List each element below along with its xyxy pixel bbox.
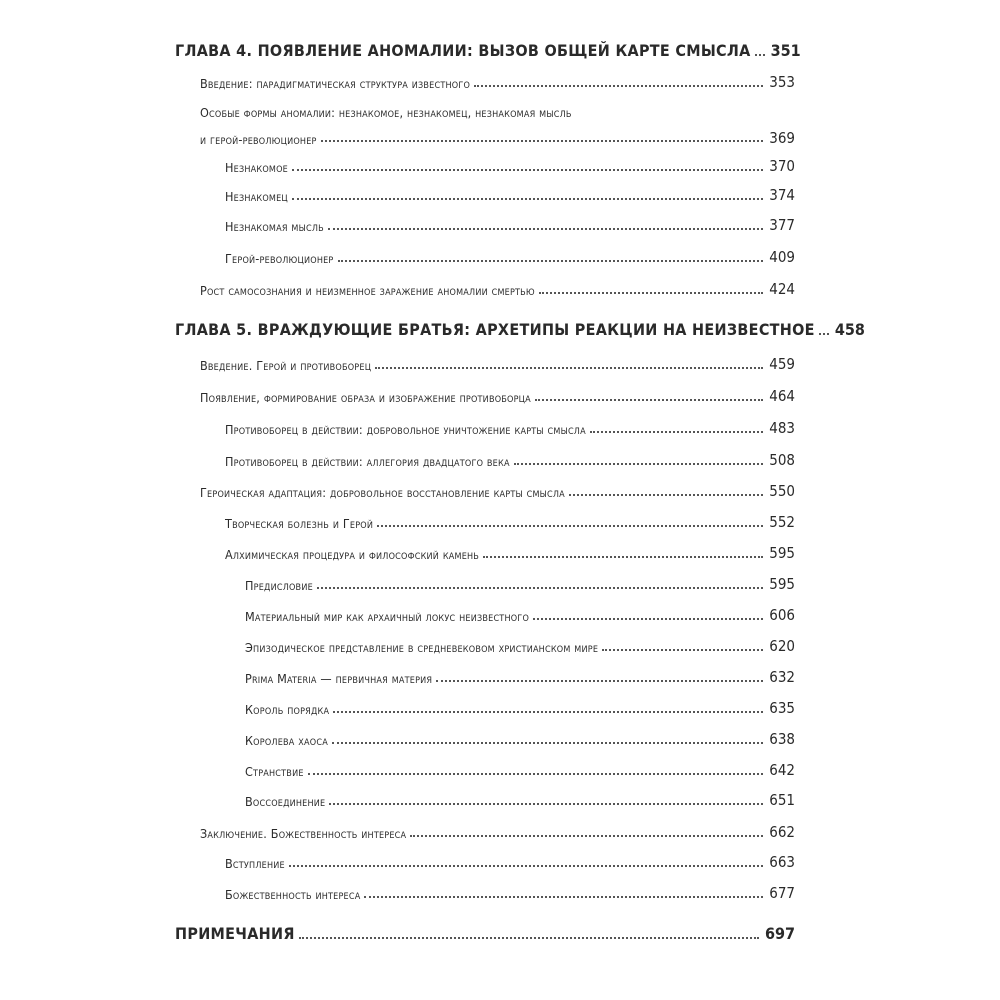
toc-entry-page: 369 bbox=[769, 128, 795, 147]
dot-leader bbox=[539, 291, 763, 294]
toc-entry-title: Незнакомое bbox=[225, 159, 288, 175]
toc-entry-title: Незнакомая мысль bbox=[225, 218, 324, 234]
toc-entry[interactable] bbox=[245, 576, 795, 593]
dot-leader bbox=[332, 741, 763, 744]
toc-entry-title-line2: и герой-революционер bbox=[200, 131, 317, 147]
toc-entry[interactable] bbox=[225, 420, 795, 437]
toc-entry-title: Творческая болезнь и Герой bbox=[225, 515, 374, 531]
toc-entry-notes[interactable] bbox=[175, 925, 795, 943]
toc-entry-title: Королева хаоса bbox=[245, 732, 328, 748]
toc-entry-page: 508 bbox=[769, 451, 795, 469]
toc-entry-title: Противоборец в действии: аллегория двадцатого века bbox=[225, 453, 510, 469]
dot-leader bbox=[410, 834, 763, 837]
toc-entry-page: 552 bbox=[769, 513, 795, 531]
toc-entry-chapter-5[interactable] bbox=[175, 320, 865, 339]
toc-entry-title: Противоборец в действии: добровольное уничтожение карты смысла bbox=[225, 421, 586, 437]
toc-entry-page: 483 bbox=[769, 419, 795, 437]
toc-entry-page: 677 bbox=[769, 884, 795, 902]
toc-entry[interactable] bbox=[225, 158, 795, 175]
toc-entry[interactable] bbox=[245, 669, 795, 686]
dot-leader bbox=[321, 139, 764, 142]
toc-entry[interactable] bbox=[200, 824, 795, 841]
toc-entry[interactable] bbox=[200, 483, 795, 500]
dot-leader bbox=[375, 366, 763, 369]
dot-leader bbox=[483, 555, 763, 558]
toc-entry-title: Введение. Герой и противоборец bbox=[200, 357, 372, 373]
toc-entry[interactable] bbox=[225, 545, 795, 562]
toc-entry-page: 424 bbox=[769, 280, 795, 298]
toc-entry-page: 409 bbox=[769, 248, 795, 266]
toc-entry-page: 351 bbox=[770, 41, 801, 60]
dot-leader bbox=[533, 617, 763, 620]
toc-entry-page: 632 bbox=[769, 668, 795, 686]
toc-entry[interactable] bbox=[245, 638, 795, 655]
toc-entry[interactable] bbox=[225, 249, 795, 266]
toc-entry-page: 374 bbox=[769, 186, 795, 204]
toc-entry-title: Воссоединение bbox=[245, 793, 326, 809]
dot-leader bbox=[289, 864, 763, 867]
toc-entry-page: 370 bbox=[769, 157, 795, 175]
toc-entry-title: ГЛАВА 5. ВРАЖДУЮЩИЕ БРАТЬЯ: АРХЕТИПЫ РЕАКЦИИ НА НЕИЗВЕСТНОЕ bbox=[175, 320, 815, 339]
toc-entry-page: 595 bbox=[769, 575, 795, 593]
toc-entry[interactable] bbox=[225, 514, 795, 531]
toc-entry-title: ПРИМЕЧАНИЯ bbox=[175, 924, 295, 943]
toc-entry[interactable] bbox=[200, 356, 795, 373]
dot-leader bbox=[333, 710, 763, 713]
dot-leader bbox=[514, 462, 764, 465]
toc-entry-title: ГЛАВА 4. ПОЯВЛЕНИЕ АНОМАЛИИ: ВЫЗОВ ОБЩЕЙ КАРТЕ СМЫСЛА bbox=[175, 41, 751, 60]
toc-entry-page: 606 bbox=[769, 606, 795, 624]
toc-entry-title: Prima Materia — первичная материя bbox=[245, 670, 433, 686]
dot-leader bbox=[329, 802, 763, 805]
dot-leader bbox=[590, 430, 763, 433]
toc-entry[interactable] bbox=[225, 187, 795, 204]
toc-entry-page: 651 bbox=[769, 791, 795, 809]
toc-entry-title: Появление, формирование образа и изображение противоборца bbox=[200, 389, 531, 405]
toc-entry-page: 464 bbox=[769, 387, 795, 405]
toc-entry-page: 458 bbox=[834, 320, 865, 339]
toc-entry[interactable] bbox=[200, 106, 795, 146]
toc-entry-chapter-4[interactable] bbox=[175, 41, 801, 60]
toc-entry-title: Заключение. Божественность интереса bbox=[200, 825, 407, 841]
toc-entry-page: 638 bbox=[769, 730, 795, 748]
toc-entry[interactable] bbox=[225, 854, 795, 871]
toc-entry[interactable] bbox=[200, 281, 795, 298]
toc-entry[interactable] bbox=[245, 731, 795, 748]
toc-entry-page: 550 bbox=[769, 482, 795, 500]
dot-leader bbox=[308, 772, 764, 775]
toc-entry-page: 662 bbox=[769, 823, 795, 841]
toc-entry-title: Предисловие bbox=[245, 577, 313, 593]
toc-entry[interactable] bbox=[225, 217, 795, 234]
dot-leader bbox=[436, 679, 763, 682]
toc-entry-page: 642 bbox=[769, 761, 795, 779]
toc-entry-title: Введение: парадигматическая структура известного bbox=[200, 75, 471, 91]
toc-entry[interactable] bbox=[200, 74, 795, 91]
toc-entry-page: 635 bbox=[769, 699, 795, 717]
toc-entry-title: Незнакомец bbox=[225, 188, 288, 204]
toc-entry[interactable] bbox=[245, 607, 795, 624]
dot-leader bbox=[299, 936, 759, 939]
toc-entry-title-line1: Особые формы аномалии: незнакомое, незнакомец, незнакомая мысль bbox=[200, 105, 572, 120]
toc-entry-page: 377 bbox=[769, 216, 795, 234]
toc-entry[interactable] bbox=[225, 885, 795, 902]
toc-entry-title: Материальный мир как архаичный локус неизвестного bbox=[245, 608, 530, 624]
toc-entry[interactable] bbox=[245, 762, 795, 779]
toc-entry[interactable] bbox=[245, 792, 795, 809]
toc-entry[interactable] bbox=[200, 388, 795, 405]
dot-leader bbox=[569, 493, 763, 496]
dot-leader bbox=[819, 332, 829, 335]
dot-leader bbox=[602, 648, 763, 651]
dot-leader bbox=[292, 197, 763, 200]
dot-leader bbox=[755, 53, 765, 56]
dot-leader bbox=[535, 398, 763, 401]
toc-entry-page: 353 bbox=[769, 73, 795, 91]
toc-entry-page: 595 bbox=[769, 544, 795, 562]
toc-entry[interactable] bbox=[225, 452, 795, 469]
toc-entry-title: Странствие bbox=[245, 763, 304, 779]
dot-leader bbox=[328, 227, 763, 230]
toc-entry-title: Король порядка bbox=[245, 701, 330, 717]
dot-leader bbox=[377, 524, 763, 527]
toc-entry-title: Герой-революционер bbox=[225, 250, 334, 266]
toc-entry-page: 697 bbox=[764, 924, 795, 943]
toc-entry-page: 459 bbox=[769, 355, 795, 373]
dot-leader bbox=[364, 895, 763, 898]
toc-entry-title: Вступление bbox=[225, 855, 285, 871]
dot-leader bbox=[292, 168, 763, 171]
toc-entry-title: Рост самосознания и неизменное заражение аномалии смертью bbox=[200, 282, 535, 298]
dot-leader bbox=[338, 259, 764, 262]
toc-entry-page: 663 bbox=[769, 853, 795, 871]
toc-entry-title: Алхимическая процедура и философский камень bbox=[225, 546, 480, 562]
toc-entry[interactable] bbox=[245, 700, 795, 717]
dot-leader bbox=[317, 586, 763, 589]
toc-entry-title: Эпизодическое представление в средневековом христианском мире bbox=[245, 639, 599, 655]
toc-entry-title: Божественность интереса bbox=[225, 886, 361, 902]
dot-leader bbox=[474, 84, 763, 87]
toc-entry-title: Героическая адаптация: добровольное восстановление карты смысла bbox=[200, 484, 565, 500]
toc-entry-page: 620 bbox=[769, 637, 795, 655]
